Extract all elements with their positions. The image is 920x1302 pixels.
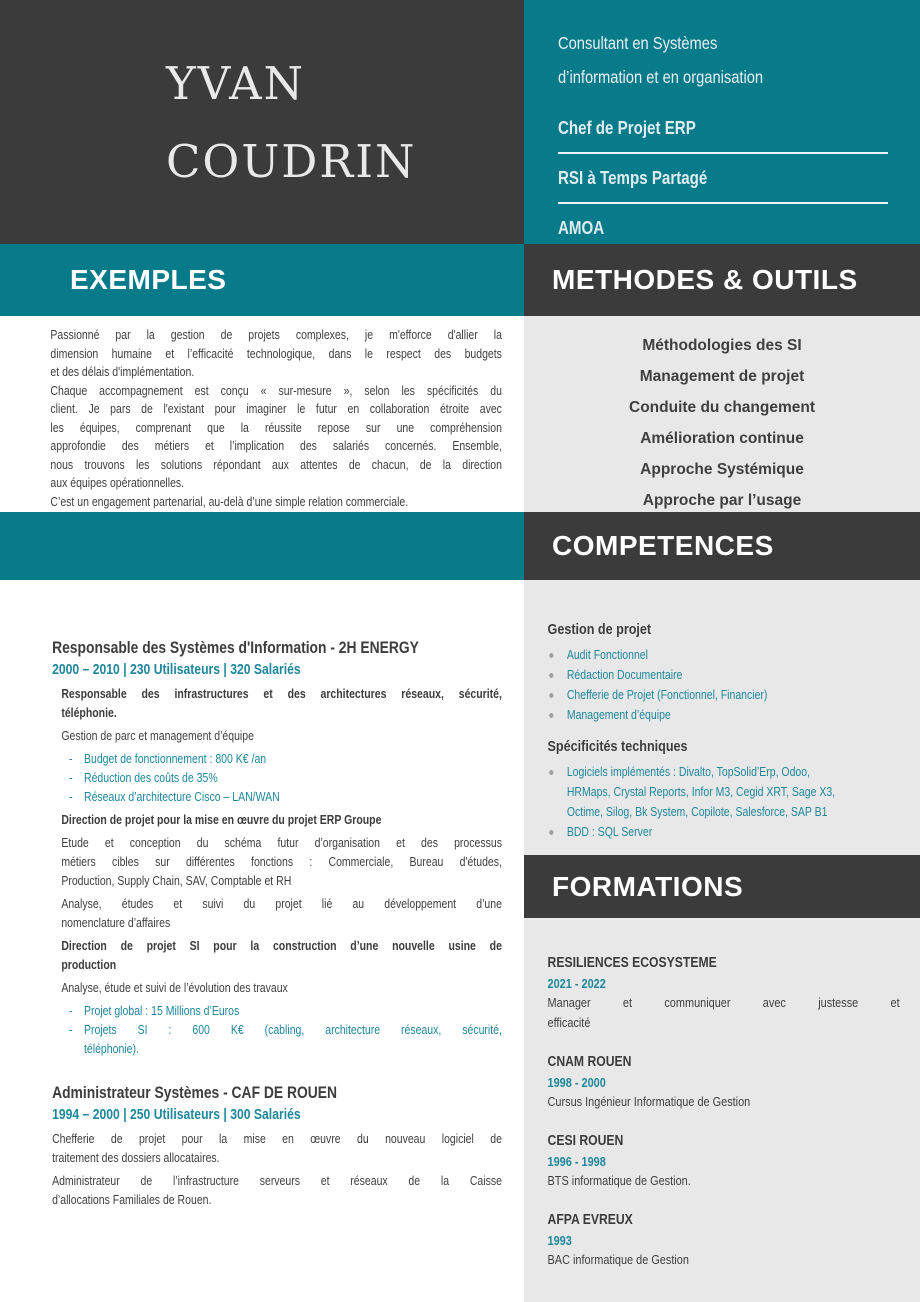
- job-paragraph: Gestion de parc et management d’équipe: [61, 729, 254, 743]
- formation-desc: Cursus Ingénieur Informatique de Gestion: [547, 1094, 751, 1109]
- job-meta: 1994 – 2000 | 250 Utilisateurs | 300 Salariés: [52, 1107, 301, 1123]
- method-item: Approche Systémique: [640, 461, 804, 478]
- job-paragraph: Etude et conception du schéma futur d’organisation et des processus métiers cibles sur différentes fonctions : Commerciale, Bureau d'études, Production, Supply Chain, SAV, Comptable et RH: [61, 836, 502, 888]
- separator-line: [558, 202, 888, 204]
- role-rsi: RSI à Temps Partagé: [558, 168, 708, 188]
- bullet-item: Logiciels implémentés : Divalto, TopSolid’Erp, Odoo, HRMaps, Crystal Reports, Infor M3, Cegid XRT, Sage X3, Octime, Silog, Bk System, Copilote, Salesforce, SAP B1: [548, 762, 900, 822]
- job-title: Administrateur Systèmes - CAF DE ROUEN: [52, 1084, 338, 1102]
- formation-school: CESI ROUEN: [547, 1133, 624, 1149]
- role-consultant: Consultant en Systèmes d’information et en organisation: [558, 33, 764, 87]
- section-header-methodes: [524, 244, 920, 316]
- method-item: Management de projet: [639, 368, 805, 385]
- dash-item: - Projets SI : 600 K€ (cabling, architecture réseaux, sécurité, téléphonie).: [61, 1021, 502, 1059]
- method-item: Approche par l’usage: [642, 492, 802, 509]
- job-body: [61, 685, 502, 1059]
- formation-years: 1993: [547, 1233, 572, 1248]
- bullet-item: Audit Fonctionnel: [548, 645, 900, 665]
- competences-content: [524, 580, 920, 855]
- role-amoa: AMOA: [558, 218, 605, 238]
- section-header-competences: [524, 512, 920, 580]
- intro-paragraph: C’est un engagement partenarial, au-delà d’une simple relation commerciale.: [50, 494, 409, 509]
- method-item: Méthodologies des SI: [642, 337, 802, 354]
- bullet-item: Management d’équipe: [548, 705, 900, 725]
- last-name: COUDRIN: [166, 135, 417, 188]
- formations-title: FORMATIONS: [552, 870, 744, 902]
- job-paragraph: Administrateur de l’infrastructure serveurs et réseaux de la Caisse d’allocations Familiales de Rouen.: [52, 1174, 502, 1207]
- intro-paragraph: Passionné par la gestion de projets complexes, je m'efforce d'allier la dimension humaine et l’efficacité technologique, dans le respect des budgets et des délais d'implémentation.: [50, 328, 502, 379]
- job-paragraph: Analyse, études et suivi du projet lié au développement d’une nomenclature d’affaires: [61, 897, 502, 930]
- formation-years: 1998 - 2000: [547, 1075, 606, 1090]
- job-paragraph: Responsable des infrastructures et des architectures réseaux, sécurité, téléphonie.: [61, 687, 502, 720]
- formation-entry: [548, 954, 900, 1033]
- intro-text: [0, 316, 524, 512]
- methodes-title: METHODES & OUTILS: [552, 264, 858, 295]
- formation-desc: BTS informatique de Gestion.: [547, 1173, 691, 1188]
- competence-bullet-list: [548, 762, 900, 842]
- role-chef-de-projet: Chef de Projet ERP: [558, 118, 696, 138]
- dash-item: - Budget de fonctionnement : 800 K€ /an: [61, 750, 502, 769]
- formation-entry: [548, 1053, 900, 1112]
- dash-item: - Réduction des coûts de 35%: [61, 769, 502, 788]
- dash-list: [61, 750, 502, 807]
- formations-content: [524, 918, 920, 1302]
- job-paragraph: Analyse, étude et suivi de l’évolution des travaux: [61, 981, 288, 995]
- teal-divider-band: [0, 512, 524, 580]
- formation-entry: [548, 1211, 900, 1270]
- name-block: [0, 0, 524, 244]
- job-paragraph: Chefferie de projet pour la mise en œuvre du nouveau logiciel de traitement des dossiers allocataires.: [52, 1132, 502, 1165]
- formation-years: 1996 - 1998: [547, 1154, 606, 1169]
- job-entry: [52, 1083, 502, 1210]
- competence-group-heading: Spécificités techniques: [547, 738, 688, 755]
- dash-item: - Projet global : 15 Millions d’Euros: [61, 1002, 502, 1021]
- dash-list: [61, 1002, 502, 1059]
- bullet-item: Rédaction Documentaire: [548, 665, 900, 685]
- bullet-item: Chefferie de Projet (Fonctionnel, Financier): [548, 685, 900, 705]
- roles-block: [524, 0, 920, 244]
- section-header-formations: [524, 855, 920, 918]
- job-title: Responsable des Systèmes d'Information - 2H ENERGY: [52, 639, 419, 657]
- job-meta: 2000 – 2010 | 230 Utilisateurs | 320 Salariés: [52, 662, 301, 678]
- formation-desc: Manager et communiquer avec justesse et efficacité: [547, 995, 900, 1030]
- job-entry: [52, 638, 502, 1059]
- intro-paragraph: Chaque accompagnement est conçu « sur-mesure », selon les spécificités du client. Je pars de l'existant pour imaginer le futur en collaboration étroite avec les équipes, comprenant que la réussite repose sur une compréhension approfondie des métiers et l’implication des salariés concernés. Ensemble, nous trouvons les solutions répondant aux attentes de chacun, de la direction aux équipes opérationnelles.: [50, 383, 502, 490]
- job-body: [52, 1130, 502, 1210]
- method-item: Amélioration continue: [640, 430, 804, 447]
- dash-item: - Réseaux d’architecture Cisco – LAN/WAN: [61, 788, 502, 807]
- experience-section: [0, 580, 524, 1302]
- right-column: [524, 0, 920, 1302]
- competences-title: COMPETENCES: [552, 530, 774, 561]
- first-name: YVAN: [166, 57, 306, 110]
- formation-entry: [548, 1132, 900, 1191]
- exemples-title: EXEMPLES: [70, 264, 227, 295]
- bullet-item: BDD : SQL Server: [548, 822, 900, 842]
- methods-list: [524, 316, 920, 512]
- job-paragraph: Direction de projet pour la mise en œuvre du projet ERP Groupe: [61, 813, 382, 827]
- job-paragraph: Direction de projet SI pour la construction d’une nouvelle usine de production: [61, 939, 502, 972]
- formation-years: 2021 - 2022: [547, 976, 606, 991]
- competence-group-heading: Gestion de projet: [547, 621, 652, 638]
- formation-school: AFPA EVREUX: [547, 1212, 633, 1228]
- method-item: Conduite du changement: [629, 399, 815, 416]
- competence-bullet-list: [548, 645, 900, 725]
- section-header-exemples: [0, 244, 524, 316]
- formation-school: RESILIENCES ECOSYSTEME: [547, 955, 717, 971]
- formation-school: CNAM ROUEN: [547, 1054, 632, 1070]
- separator-line: [558, 152, 888, 154]
- formation-desc: BAC informatique de Gestion: [547, 1252, 689, 1267]
